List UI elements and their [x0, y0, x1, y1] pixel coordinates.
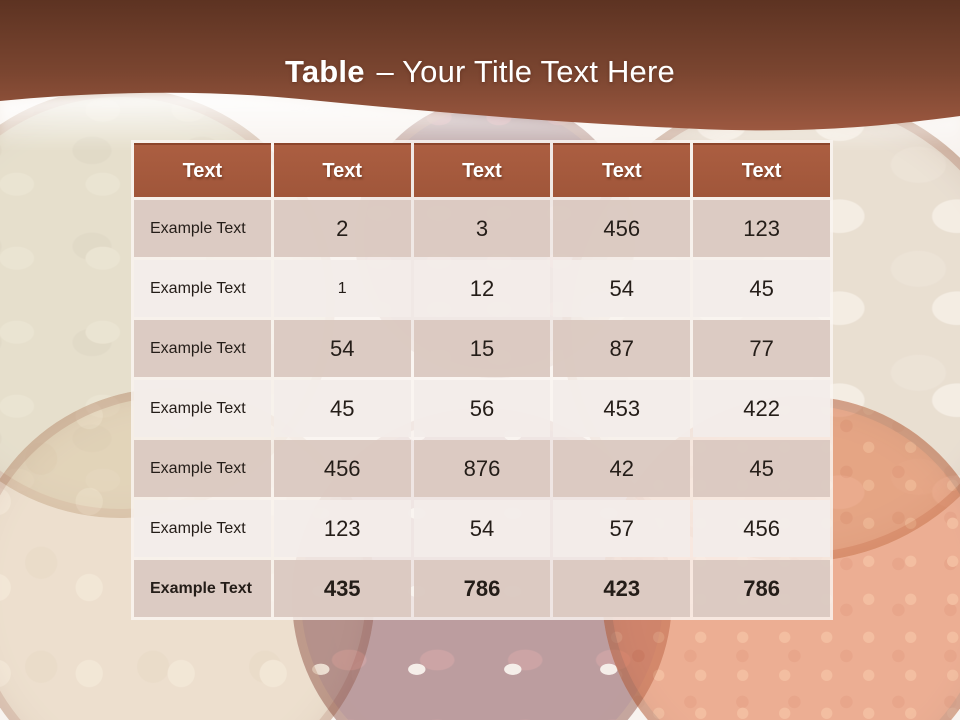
value-cell: 54 [553, 260, 690, 317]
row-label-cell: Example Text [134, 560, 271, 617]
value-cell: 876 [414, 440, 551, 497]
value-cell: 54 [414, 500, 551, 557]
value-cell: 456 [274, 440, 411, 497]
value-cell: 54 [274, 320, 411, 377]
column-header: Text [134, 143, 271, 197]
row-label-cell: Example Text [134, 500, 271, 557]
value-cell: 87 [553, 320, 690, 377]
value-cell: 77 [693, 320, 830, 377]
column-header: Text [274, 143, 411, 197]
value-cell: 786 [414, 560, 551, 617]
value-cell: 123 [693, 200, 830, 257]
row-label-cell: Example Text [134, 320, 271, 377]
value-cell: 12 [414, 260, 551, 317]
value-cell: 42 [553, 440, 690, 497]
value-cell: 422 [693, 380, 830, 437]
value-cell: 1 [274, 260, 411, 317]
value-cell: 453 [553, 380, 690, 437]
column-header: Text [414, 143, 551, 197]
value-cell: 56 [414, 380, 551, 437]
value-cell: 57 [553, 500, 690, 557]
row-label-cell: Example Text [134, 200, 271, 257]
value-cell: 123 [274, 500, 411, 557]
slide-title-rest: – Your Title Text Here [376, 54, 675, 89]
row-label-cell: Example Text [134, 260, 271, 317]
column-header: Text [553, 143, 690, 197]
value-cell: 423 [553, 560, 690, 617]
value-cell: 456 [693, 500, 830, 557]
row-label-cell: Example Text [134, 440, 271, 497]
value-cell: 15 [414, 320, 551, 377]
value-cell: 45 [693, 260, 830, 317]
value-cell: 45 [693, 440, 830, 497]
column-header: Text [693, 143, 830, 197]
slide-title [0, 54, 960, 90]
value-cell: 786 [693, 560, 830, 617]
value-cell: 45 [274, 380, 411, 437]
value-cell: 3 [414, 200, 551, 257]
data-table [131, 140, 833, 620]
slide-title-keyword: Table [285, 54, 365, 89]
value-cell: 456 [553, 200, 690, 257]
value-cell: 2 [274, 200, 411, 257]
row-label-cell: Example Text [134, 380, 271, 437]
value-cell: 435 [274, 560, 411, 617]
